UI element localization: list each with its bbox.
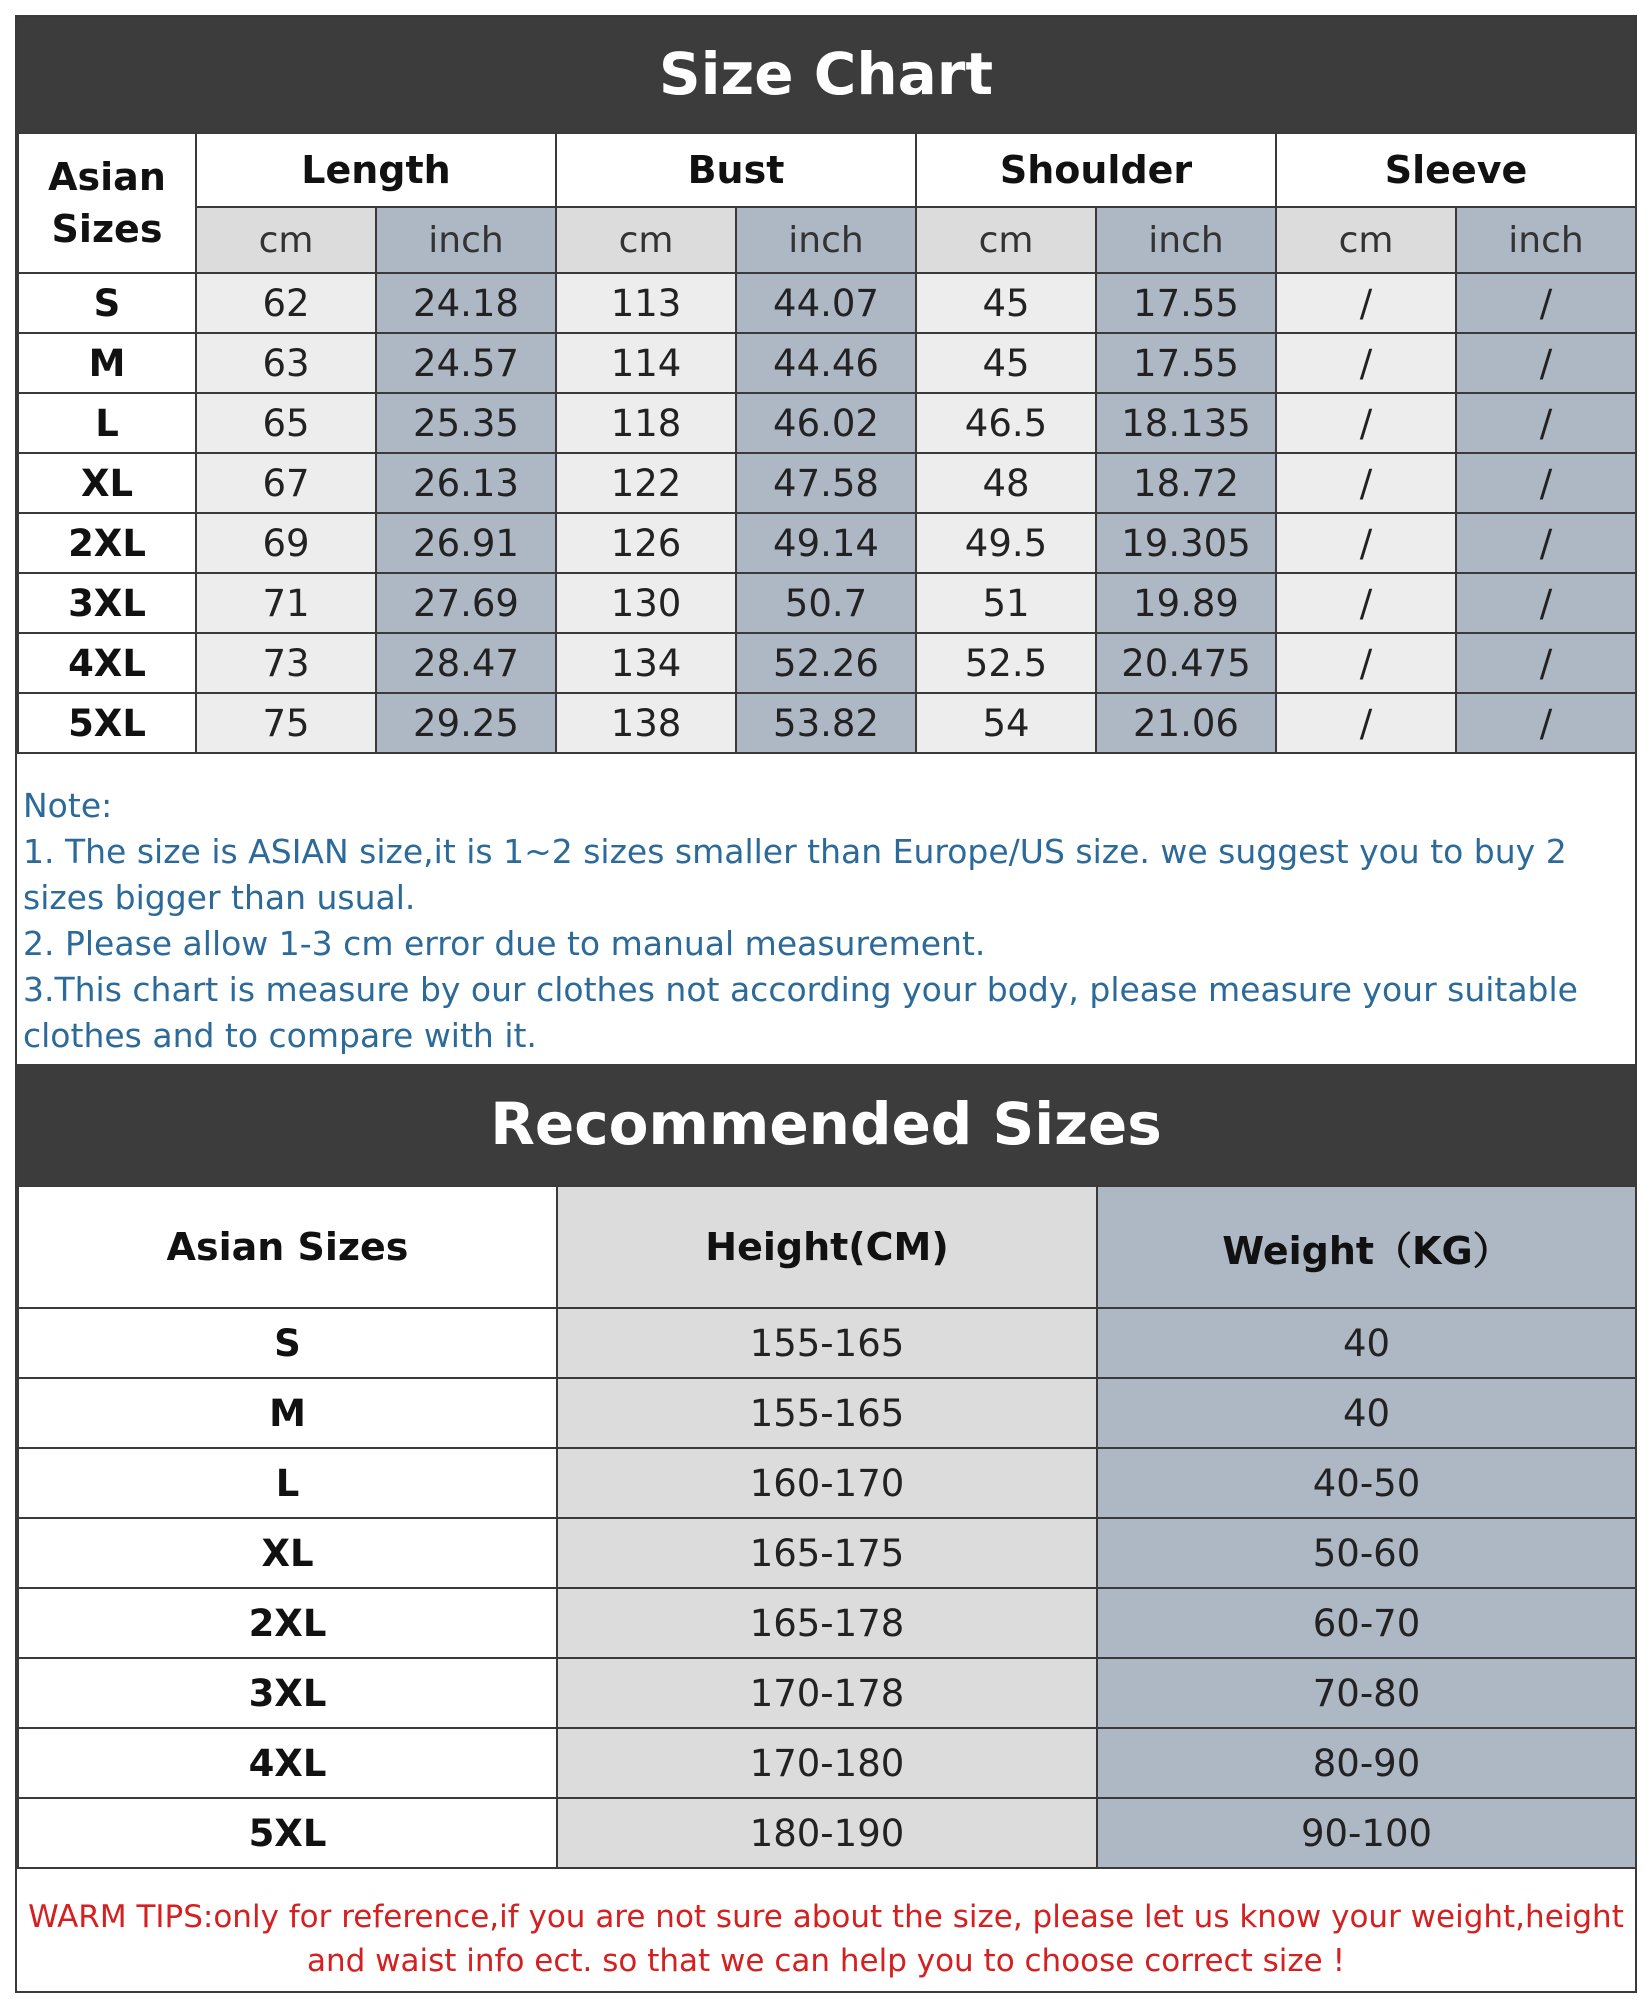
size-label: 4XL — [18, 633, 196, 693]
table-cell: 40 — [1097, 1308, 1636, 1378]
rec-height-header: Height(CM) — [557, 1186, 1097, 1308]
size-label: 5XL — [18, 693, 196, 753]
size-label: XL — [18, 453, 196, 513]
table-cell: 138 — [556, 693, 736, 753]
note-heading: Note: — [23, 786, 113, 825]
table-cell: 165-175 — [557, 1518, 1097, 1588]
recommended-sizes-title: Recommended Sizes — [17, 1064, 1635, 1185]
table-cell: 45 — [916, 333, 1096, 393]
table-cell: 45 — [916, 273, 1096, 333]
table-cell: 180-190 — [557, 1798, 1097, 1868]
table-cell: / — [1456, 333, 1636, 393]
table-cell: 21.06 — [1096, 693, 1276, 753]
table-cell: / — [1276, 333, 1456, 393]
table-cell: 52.5 — [916, 633, 1096, 693]
table-cell: 71 — [196, 573, 376, 633]
sleeve-header: Sleeve — [1276, 133, 1636, 207]
table-cell: 44.07 — [736, 273, 916, 333]
table-row — [18, 1448, 1636, 1518]
table-cell: 160-170 — [557, 1448, 1097, 1518]
table-cell: 170-180 — [557, 1728, 1097, 1798]
table-row — [18, 1728, 1636, 1798]
size-chart-document — [15, 15, 1637, 1993]
rec-asian-sizes-header: Asian Sizes — [18, 1186, 557, 1308]
table-row — [18, 573, 1636, 633]
table-cell: 25.35 — [376, 393, 556, 453]
table-row — [18, 1588, 1636, 1658]
table-cell: / — [1456, 693, 1636, 753]
table-cell: 40-50 — [1097, 1448, 1636, 1518]
table-cell: 130 — [556, 573, 736, 633]
size-chart-table — [17, 132, 1637, 754]
table-cell: 155-165 — [557, 1378, 1097, 1448]
table-cell: 134 — [556, 633, 736, 693]
bust-header: Bust — [556, 133, 916, 207]
notes-section — [23, 783, 1623, 1059]
table-cell: 46.02 — [736, 393, 916, 453]
table-cell: 62 — [196, 273, 376, 333]
size-label: S — [18, 1308, 557, 1378]
note-item-2: 2. Please allow 1-3 cm error due to manual measurement. — [23, 924, 986, 963]
table-cell: 50.7 — [736, 573, 916, 633]
table-cell: 73 — [196, 633, 376, 693]
shoulder-cm-header: cm — [916, 207, 1096, 273]
table-cell: 17.55 — [1096, 333, 1276, 393]
warm-tips: WARM TIPS:only for reference,if you are not sure about the size, please let us know your weight,height and waist info ect. so that we can help you to choose correct size ! — [28, 1899, 1624, 1979]
table-row — [18, 333, 1636, 393]
table-cell: 75 — [196, 693, 376, 753]
note-item-1: 1. The size is ASIAN size,it is 1~2 sizes smaller than Europe/US size. we suggest you to buy 2 sizes bigger than usual. — [23, 832, 1567, 917]
table-row — [18, 453, 1636, 513]
table-cell: 24.57 — [376, 333, 556, 393]
table-cell: 113 — [556, 273, 736, 333]
table-cell: 155-165 — [557, 1308, 1097, 1378]
bust-cm-header: cm — [556, 207, 736, 273]
table-cell: 46.5 — [916, 393, 1096, 453]
table-cell: / — [1276, 453, 1456, 513]
size-label: 3XL — [18, 1658, 557, 1728]
table-row — [18, 273, 1636, 333]
rec-weight-header: Weight（KG） — [1097, 1186, 1636, 1308]
table-row — [18, 693, 1636, 753]
table-cell: / — [1276, 393, 1456, 453]
table-cell: 122 — [556, 453, 736, 513]
shoulder-inch-header: inch — [1096, 207, 1276, 273]
table-row — [18, 1308, 1636, 1378]
table-cell: / — [1456, 453, 1636, 513]
length-cm-header: cm — [196, 207, 376, 273]
table-cell: 49.14 — [736, 513, 916, 573]
table-cell: 26.91 — [376, 513, 556, 573]
table-cell: 52.26 — [736, 633, 916, 693]
table-row — [18, 393, 1636, 453]
size-label: 3XL — [18, 573, 196, 633]
table-cell: / — [1456, 393, 1636, 453]
asian-sizes-header-line2: Sizes — [51, 207, 163, 251]
table-cell: / — [1456, 513, 1636, 573]
size-label: 5XL — [18, 1798, 557, 1868]
table-cell: 165-178 — [557, 1588, 1097, 1658]
table-cell: 50-60 — [1097, 1518, 1636, 1588]
size-label: 4XL — [18, 1728, 557, 1798]
sleeve-cm-header: cm — [1276, 207, 1456, 273]
table-cell: / — [1276, 513, 1456, 573]
shoulder-header: Shoulder — [916, 133, 1276, 207]
table-cell: / — [1276, 693, 1456, 753]
table-cell: 48 — [916, 453, 1096, 513]
table-cell: 27.69 — [376, 573, 556, 633]
table-cell: 60-70 — [1097, 1588, 1636, 1658]
bust-inch-header: inch — [736, 207, 916, 273]
table-cell: 90-100 — [1097, 1798, 1636, 1868]
length-header: Length — [196, 133, 556, 207]
table-cell: 17.55 — [1096, 273, 1276, 333]
table-cell: / — [1276, 633, 1456, 693]
table-cell: 19.89 — [1096, 573, 1276, 633]
table-cell: 54 — [916, 693, 1096, 753]
table-cell: / — [1276, 573, 1456, 633]
table-cell: / — [1456, 633, 1636, 693]
table-cell: 53.82 — [736, 693, 916, 753]
table-cell: 65 — [196, 393, 376, 453]
table-row — [18, 1378, 1636, 1448]
asian-sizes-header — [18, 133, 196, 273]
table-row — [18, 1518, 1636, 1588]
table-cell: 67 — [196, 453, 376, 513]
table-row — [18, 513, 1636, 573]
table-cell: 19.305 — [1096, 513, 1276, 573]
size-label: S — [18, 273, 196, 333]
table-cell: 49.5 — [916, 513, 1096, 573]
size-label: XL — [18, 1518, 557, 1588]
table-cell: 40 — [1097, 1378, 1636, 1448]
table-cell: 24.18 — [376, 273, 556, 333]
table-row — [18, 633, 1636, 693]
table-cell: 69 — [196, 513, 376, 573]
table-cell: 44.46 — [736, 333, 916, 393]
table-cell: / — [1456, 573, 1636, 633]
table-cell: 63 — [196, 333, 376, 393]
size-label: L — [18, 393, 196, 453]
table-cell: 26.13 — [376, 453, 556, 513]
size-label: 2XL — [18, 1588, 557, 1658]
table-cell: 126 — [556, 513, 736, 573]
table-cell: 29.25 — [376, 693, 556, 753]
table-cell: 70-80 — [1097, 1658, 1636, 1728]
size-chart-body — [18, 273, 1636, 753]
table-cell: 20.475 — [1096, 633, 1276, 693]
table-cell: 118 — [556, 393, 736, 453]
note-item-3: 3.This chart is measure by our clothes not according your body, please measure your suitable clothes and to compare with it. — [23, 970, 1578, 1055]
asian-sizes-header-line1: Asian — [48, 155, 166, 199]
table-cell: / — [1276, 273, 1456, 333]
table-cell: 18.135 — [1096, 393, 1276, 453]
size-chart-title: Size Chart — [17, 17, 1635, 132]
size-label: M — [18, 1378, 557, 1448]
recommended-sizes-body — [18, 1308, 1636, 1868]
size-label: L — [18, 1448, 557, 1518]
size-label: 2XL — [18, 513, 196, 573]
table-row — [18, 1658, 1636, 1728]
table-cell: 114 — [556, 333, 736, 393]
table-cell: 80-90 — [1097, 1728, 1636, 1798]
table-cell: 47.58 — [736, 453, 916, 513]
table-cell: 170-178 — [557, 1658, 1097, 1728]
table-cell: 28.47 — [376, 633, 556, 693]
table-cell: / — [1456, 273, 1636, 333]
table-cell: 51 — [916, 573, 1096, 633]
table-cell: 18.72 — [1096, 453, 1276, 513]
recommended-sizes-table — [17, 1185, 1637, 1869]
table-row — [18, 1798, 1636, 1868]
size-label: M — [18, 333, 196, 393]
length-inch-header: inch — [376, 207, 556, 273]
sleeve-inch-header: inch — [1456, 207, 1636, 273]
